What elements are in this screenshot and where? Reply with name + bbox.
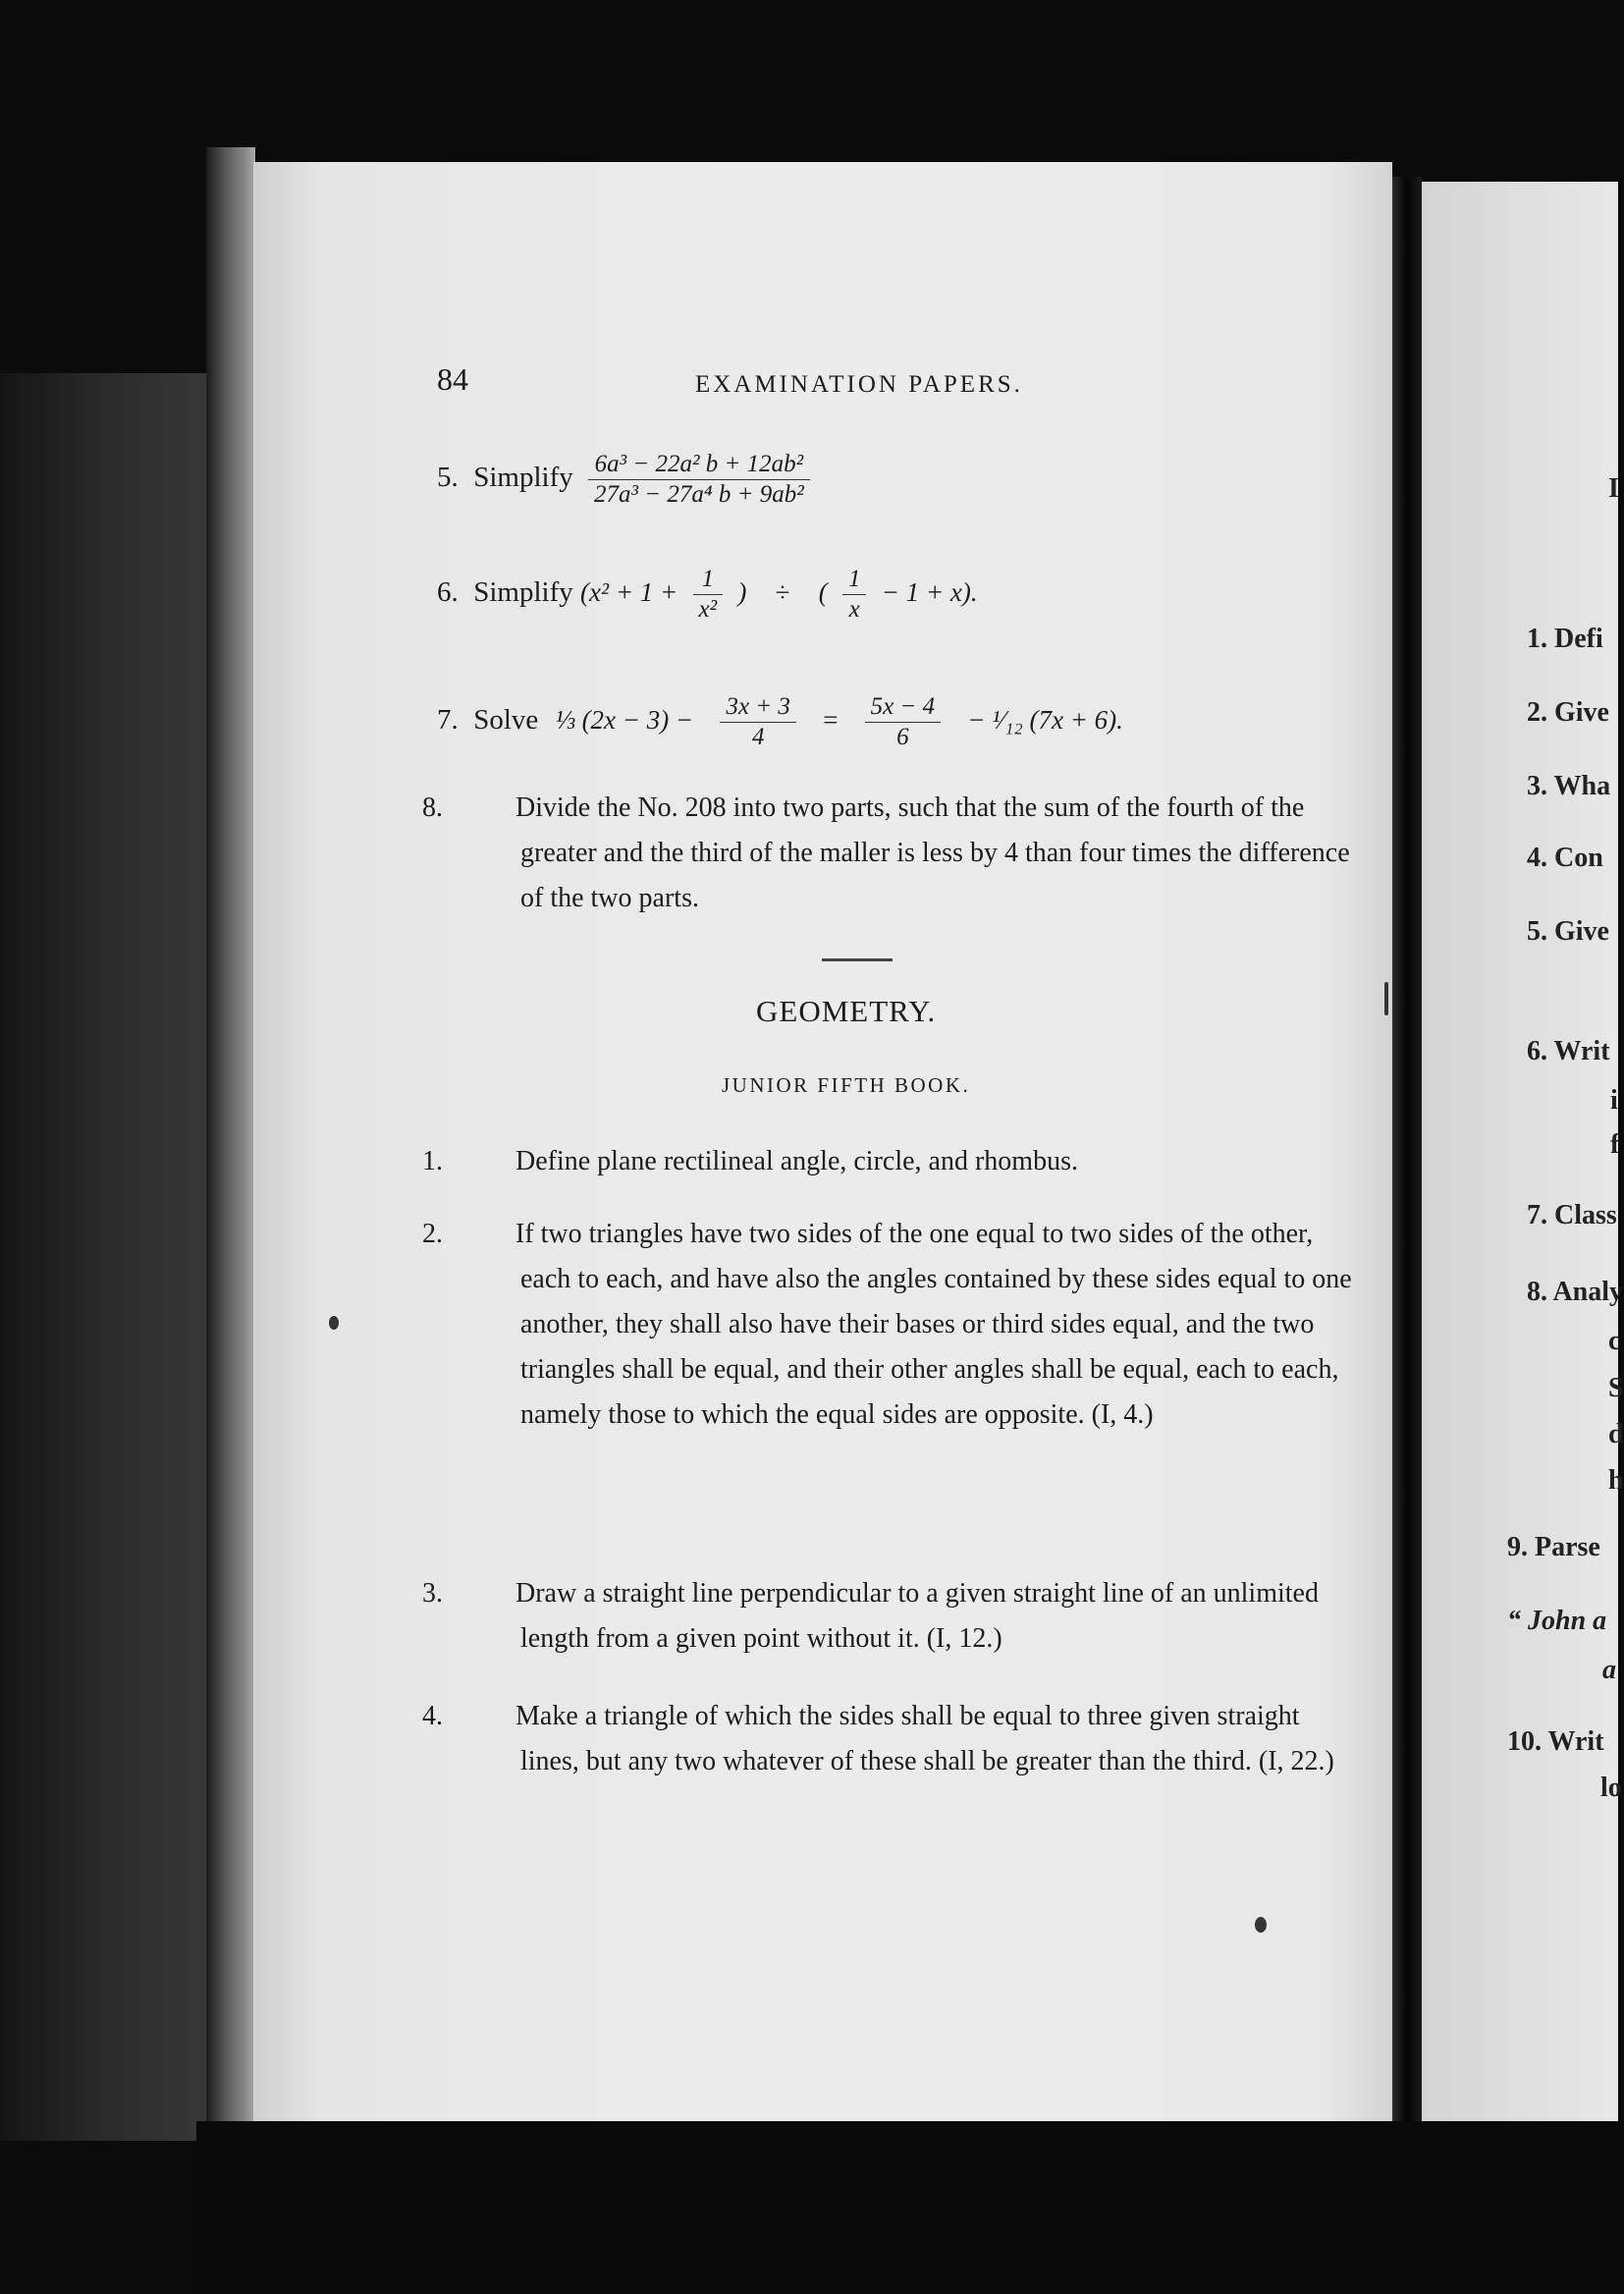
running-head: EXAMINATION PAPERS. (695, 371, 1023, 398)
question-number: 2. (422, 1219, 443, 1249)
inline-fraction (693, 565, 724, 625)
fraction-denominator: x (848, 596, 860, 623)
question-number: 6. (437, 576, 459, 609)
section-subtitle: JUNIOR FIFTH BOOK. (722, 1073, 971, 1097)
inline-fraction (842, 565, 867, 625)
algebra-question-8 (422, 786, 1355, 921)
formula-part: ( (818, 577, 828, 608)
right-fragment: 3. Wha (1527, 771, 1611, 801)
right-fragment: 8. Analy (1527, 1277, 1624, 1307)
scan-speck (1255, 1917, 1267, 1933)
right-fragment: 2. Give (1527, 697, 1609, 728)
question-label: Simplify (473, 462, 573, 494)
scan-speck (329, 1316, 339, 1330)
geometry-question-3 (422, 1571, 1355, 1662)
right-fragment: c (1608, 1326, 1621, 1356)
question-text: Divide the No. 208 into two parts, such that the sum of the fourth of the greater and the third of the maller is less by 4 than four times the difference of the two parts. (515, 792, 1350, 913)
algebra-question-6 (437, 565, 978, 625)
right-fragment: I (1608, 473, 1619, 504)
fraction-denominator: 4 (751, 724, 765, 750)
fraction-numerator: 5x − 4 (865, 692, 941, 723)
right-fragment: d (1608, 1419, 1624, 1449)
right-fragment: 10. Writ (1507, 1726, 1604, 1757)
algebra-question-7 (437, 692, 1123, 752)
equals-sign: = (823, 705, 839, 736)
formula-part: (x² + 1 + (580, 577, 678, 608)
question-text: Draw a straight line perpendicular to a given straight line of an unlimited length from a given point without it. (I, 12.) (515, 1578, 1319, 1654)
page-number: 84 (437, 361, 468, 397)
inline-fraction (865, 692, 941, 752)
right-fragment: 7. Class (1527, 1200, 1617, 1230)
formula-part: ) (737, 577, 747, 608)
section-divider (822, 958, 893, 961)
formula-part: ⅓ (2x − 3) − (555, 705, 694, 736)
algebra-question-5 (437, 450, 818, 510)
fraction-numerator: 6a³ − 22a² b + 12ab² (588, 450, 810, 480)
question-number: 4. (422, 1701, 443, 1731)
right-fragment: f (1610, 1129, 1620, 1160)
question-number: 5. (437, 462, 459, 494)
question-text: Make a triangle of which the sides shall be equal to three given straight lines, but any two whatever of these shall be greater than the third. (I, 22.) (515, 1701, 1334, 1776)
fraction-numerator: 3x + 3 (720, 692, 795, 723)
question-label: Simplify (473, 576, 573, 609)
right-fragment: h (1608, 1465, 1624, 1496)
fraction-denominator: 27a³ − 27a⁴ b + 9ab² (594, 481, 804, 508)
right-fragment: lo (1600, 1773, 1622, 1803)
right-page (1422, 182, 1621, 2136)
question-label: Solve (473, 704, 539, 737)
geometry-question-2 (422, 1212, 1355, 1438)
right-fragment: 6. Writ (1527, 1036, 1610, 1066)
scan-mark (1384, 982, 1388, 1015)
question-number: 3. (422, 1578, 443, 1609)
book-edge (206, 147, 255, 2121)
right-fragment: “ John a (1507, 1606, 1607, 1636)
question-text: If two triangles have two sides of the one equal to two sides of the other, each to each, and have also the angles contained by these sides equal to one another, they shall also have their bases or third sides equal, and the two triangles shall be equal, and their other angles shall be equal, each to each, namely those to which the equal sides are opposite. (I, 4.) (515, 1219, 1352, 1430)
formula-part: − 1 + x). (881, 577, 978, 608)
fraction-numerator: 1 (842, 565, 867, 595)
right-fragment: i (1610, 1085, 1618, 1116)
right-fragment: 4. Con (1527, 843, 1603, 873)
inline-fraction (720, 692, 795, 752)
question-text: Define plane rectilineal angle, circle, and rhombus. (515, 1146, 1078, 1176)
right-fragment: a (1602, 1655, 1616, 1685)
section-title: GEOMETRY. (756, 994, 937, 1028)
fraction-denominator: 6 (896, 724, 909, 750)
dark-backdrop (0, 373, 226, 2141)
question-number: 1. (422, 1146, 443, 1176)
right-fragment: 1. Defi (1527, 624, 1603, 654)
geometry-question-1 (422, 1139, 1355, 1184)
divide-operator: ÷ (775, 577, 790, 608)
right-fragment: 9. Parse (1507, 1532, 1600, 1562)
geometry-question-4 (422, 1694, 1355, 1784)
simplify-fraction (588, 450, 810, 510)
question-number: 8. (422, 792, 443, 823)
right-fragment: 5. Give (1527, 916, 1609, 947)
question-number: 7. (437, 704, 459, 737)
formula-part: − ¹⁄₁₂ (7x + 6). (967, 705, 1123, 736)
right-fragment: S (1608, 1373, 1624, 1403)
fraction-numerator: 1 (693, 565, 724, 595)
book-gutter (1392, 177, 1422, 2131)
bottom-shadow (196, 2121, 1618, 2294)
fraction-denominator: x² (698, 596, 718, 623)
